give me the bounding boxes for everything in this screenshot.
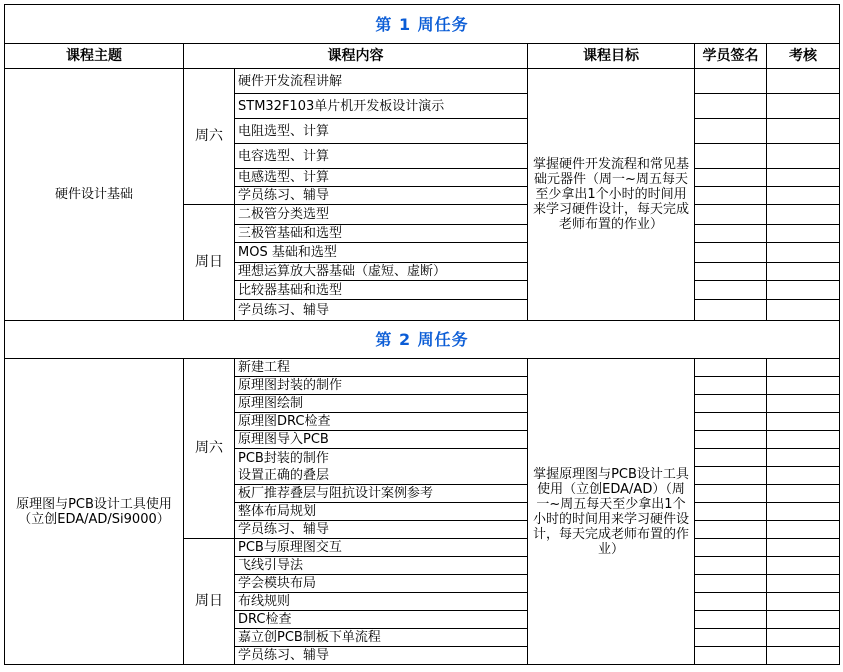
course-topic: 硬件设计基础 <box>5 69 184 321</box>
course-item <box>235 503 528 521</box>
student-signature-cell[interactable] <box>695 557 767 575</box>
assessment-cell[interactable] <box>767 449 840 467</box>
course-item-line: PCB与原理图交互 <box>238 540 342 555</box>
day-label: 周六 <box>184 69 235 205</box>
course-item-line: 新建工程 <box>238 360 291 375</box>
course-item <box>235 557 528 575</box>
course-item <box>235 263 528 281</box>
assessment-cell[interactable] <box>767 557 840 575</box>
assessment-cell[interactable] <box>767 359 840 377</box>
course-item-line: DRC检查 <box>238 612 292 627</box>
header-goal: 课程目标 <box>528 44 695 69</box>
student-signature-cell[interactable] <box>695 485 767 503</box>
course-item <box>235 575 528 593</box>
course-item <box>235 187 528 205</box>
student-signature-cell[interactable] <box>695 647 767 665</box>
assessment-cell[interactable] <box>767 629 840 647</box>
course-item <box>235 647 528 665</box>
student-signature-cell[interactable] <box>695 300 767 321</box>
assessment-cell[interactable] <box>767 467 840 485</box>
assessment-cell[interactable] <box>767 69 840 94</box>
course-item <box>235 119 528 144</box>
course-topic: 原理图与PCB设计工具使用（立创EDA/AD/Si9000） <box>5 359 184 665</box>
student-signature-cell[interactable] <box>695 263 767 281</box>
table-row <box>5 69 840 94</box>
course-item-line: 理想运算放大器基础（虚短、虚断） <box>238 264 447 279</box>
course-item <box>235 281 528 300</box>
course-item <box>235 521 528 539</box>
course-item <box>235 359 528 377</box>
student-signature-cell[interactable] <box>695 359 767 377</box>
course-item-line: 原理图封装的制作 <box>238 378 343 393</box>
course-item-line: 布线规则 <box>238 594 291 609</box>
assessment-cell[interactable] <box>767 243 840 263</box>
assessment-cell[interactable] <box>767 413 840 431</box>
course-item <box>235 629 528 647</box>
course-item-line: 整体布局规划 <box>238 504 317 519</box>
course-item <box>235 94 528 119</box>
student-signature-cell[interactable] <box>695 94 767 119</box>
student-signature-cell[interactable] <box>695 521 767 539</box>
assessment-cell[interactable] <box>767 611 840 629</box>
course-item-line: 电感选型、计算 <box>238 170 330 185</box>
student-signature-cell[interactable] <box>695 69 767 94</box>
student-signature-cell[interactable] <box>695 169 767 187</box>
student-signature-cell[interactable] <box>695 144 767 169</box>
assessment-cell[interactable] <box>767 169 840 187</box>
course-item <box>235 593 528 611</box>
course-item <box>235 431 528 449</box>
course-item <box>235 539 528 557</box>
course-item-line: 板厂推荐叠层与阻抗设计案例参考 <box>238 486 434 501</box>
day-label: 周日 <box>184 205 235 321</box>
week-title: 第 2 周任务 <box>5 321 840 359</box>
assessment-cell[interactable] <box>767 485 840 503</box>
assessment-cell[interactable] <box>767 377 840 395</box>
assessment-cell[interactable] <box>767 395 840 413</box>
day-label: 周六 <box>184 359 235 539</box>
course-item <box>235 144 528 169</box>
week-title: 第 1 周任务 <box>5 5 840 44</box>
course-item <box>235 69 528 94</box>
course-item-line: 原理图导入PCB <box>238 432 329 447</box>
course-goal: 掌握硬件开发流程和常见基础元器件（周一~周五每天至少拿出1个小时的时间用来学习硬件设计，每天完成老师布置的作业） <box>528 69 695 321</box>
assessment-cell[interactable] <box>767 225 840 243</box>
assessment-cell[interactable] <box>767 187 840 205</box>
course-item <box>235 413 528 431</box>
course-item <box>235 395 528 413</box>
course-item-line: 三极管基础和选型 <box>238 226 343 241</box>
assessment-cell[interactable] <box>767 539 840 557</box>
course-item-line: 学员练习、辅导 <box>238 188 330 203</box>
course-item-line: STM32F103单片机开发板设计演示 <box>238 98 445 114</box>
course-item-line: 学员练习、辅导 <box>238 302 330 318</box>
student-signature-cell[interactable] <box>695 467 767 485</box>
student-signature-cell[interactable] <box>695 539 767 557</box>
assessment-cell[interactable] <box>767 575 840 593</box>
day-label: 周日 <box>184 539 235 665</box>
student-signature-cell[interactable] <box>695 575 767 593</box>
assessment-cell[interactable] <box>767 300 840 321</box>
student-signature-cell[interactable] <box>695 449 767 467</box>
student-signature-cell[interactable] <box>695 503 767 521</box>
student-signature-cell[interactable] <box>695 395 767 413</box>
header-row <box>5 44 840 69</box>
student-signature-cell[interactable] <box>695 225 767 243</box>
header-assess: 考核 <box>767 44 840 69</box>
student-signature-cell[interactable] <box>695 187 767 205</box>
student-signature-cell[interactable] <box>695 593 767 611</box>
course-item <box>235 611 528 629</box>
course-item-line: 原理图DRC检查 <box>238 414 331 429</box>
assessment-cell[interactable] <box>767 281 840 300</box>
course-item-line: PCB封装的制作 <box>238 450 329 466</box>
assessment-cell[interactable] <box>767 593 840 611</box>
course-item <box>235 449 528 485</box>
header-content: 课程内容 <box>184 44 528 69</box>
course-item-line: 二极管分类选型 <box>238 207 330 222</box>
assessment-cell[interactable] <box>767 521 840 539</box>
student-signature-cell[interactable] <box>695 629 767 647</box>
course-item-line: 电容选型、计算 <box>238 148 330 164</box>
assessment-cell[interactable] <box>767 205 840 225</box>
course-item <box>235 300 528 321</box>
course-item <box>235 243 528 263</box>
assessment-cell[interactable] <box>767 503 840 521</box>
student-signature-cell[interactable] <box>695 611 767 629</box>
course-item <box>235 377 528 395</box>
course-item-line: MOS 基础和选型 <box>238 245 337 260</box>
assessment-cell[interactable] <box>767 431 840 449</box>
course-item-line: 比较器基础和选型 <box>238 282 343 298</box>
course-item-line: 学会模块布局 <box>238 576 317 591</box>
course-item-line: 嘉立创PCB制板下单流程 <box>238 630 381 645</box>
assessment-cell[interactable] <box>767 263 840 281</box>
assessment-cell[interactable] <box>767 647 840 665</box>
course-item-line: 原理图绘制 <box>238 396 304 411</box>
course-schedule-table <box>4 4 840 665</box>
table-row <box>5 359 840 377</box>
course-item <box>235 205 528 225</box>
student-signature-cell[interactable] <box>695 431 767 449</box>
header-sign: 学员签名 <box>695 44 767 69</box>
student-signature-cell[interactable] <box>695 413 767 431</box>
assessment-cell[interactable] <box>767 144 840 169</box>
course-item-line: 设置正确的叠层 <box>238 467 330 483</box>
course-item-line: 飞线引导法 <box>238 558 304 573</box>
student-signature-cell[interactable] <box>695 377 767 395</box>
student-signature-cell[interactable] <box>695 281 767 300</box>
course-item-line: 学员练习、辅导 <box>238 648 330 663</box>
course-item-line: 硬件开发流程讲解 <box>238 73 343 89</box>
course-item <box>235 485 528 503</box>
course-item <box>235 169 528 187</box>
course-item-line: 学员练习、辅导 <box>238 522 330 537</box>
course-item-line: 电阻选型、计算 <box>238 123 330 139</box>
header-topic: 课程主题 <box>5 44 184 69</box>
assessment-cell[interactable] <box>767 119 840 144</box>
course-goal: 掌握原理图与PCB设计工具使用（立创EDA/AD）（周一~周五每天至少拿出1个小时的时间用来学习硬件设计，每天完成老师布置的作业） <box>528 359 695 665</box>
assessment-cell[interactable] <box>767 94 840 119</box>
student-signature-cell[interactable] <box>695 243 767 263</box>
course-item <box>235 225 528 243</box>
student-signature-cell[interactable] <box>695 205 767 225</box>
student-signature-cell[interactable] <box>695 119 767 144</box>
